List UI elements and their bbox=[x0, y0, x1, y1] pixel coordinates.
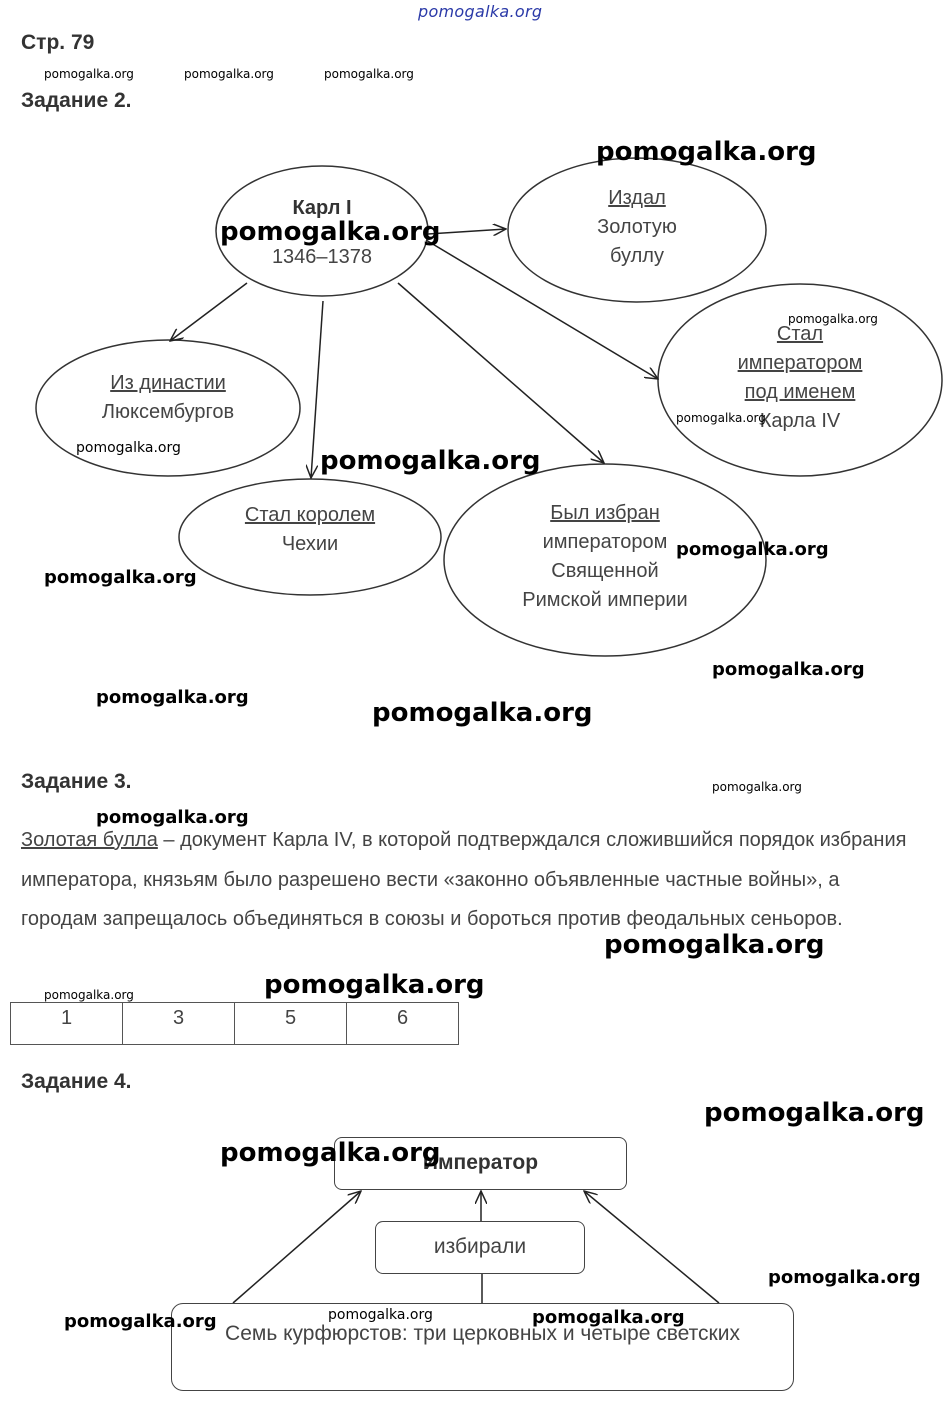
watermark: pomogalka.org bbox=[220, 1138, 441, 1168]
issued-line-2: буллу bbox=[610, 245, 664, 267]
arrow-right-to-emperor bbox=[584, 1191, 719, 1303]
answer-cell: 1 bbox=[11, 1003, 123, 1045]
answer-cell: 3 bbox=[123, 1003, 235, 1045]
watermark: pomogalka.org bbox=[64, 1311, 217, 1332]
center-title: Карл I bbox=[292, 197, 352, 219]
watermark: pomogalka.org bbox=[372, 698, 593, 728]
task3-paragraph bbox=[21, 821, 921, 940]
emperor-underlined-2: императором bbox=[737, 352, 863, 374]
emperor-line-1: Карла IV bbox=[759, 410, 841, 432]
golden-bull-term: Золотая булла bbox=[21, 829, 158, 851]
emperor-box: Император bbox=[334, 1137, 627, 1190]
watermark: pomogalka.org bbox=[596, 137, 817, 167]
watermark: pomogalka.org bbox=[264, 970, 485, 1000]
watermark: pomogalka.org bbox=[96, 807, 249, 828]
watermark: pomogalka.org bbox=[324, 67, 414, 81]
watermark: pomogalka.org bbox=[44, 567, 197, 588]
emperor-underlined-3: под именем bbox=[744, 381, 856, 403]
watermark: pomogalka.org bbox=[328, 1307, 433, 1323]
electors-box: Семь курфюрстов: три церковных и четыре светских bbox=[171, 1303, 794, 1391]
arrow-left-to-emperor bbox=[233, 1191, 361, 1303]
arrow-to-dynasty bbox=[170, 283, 247, 341]
watermark: pomogalka.org bbox=[76, 440, 181, 456]
watermark: pomogalka.org bbox=[676, 411, 766, 425]
watermark: pomogalka.org bbox=[418, 2, 543, 21]
watermark: pomogalka.org bbox=[712, 659, 865, 680]
answer-cell: 5 bbox=[235, 1003, 347, 1045]
arrow-to-elected bbox=[398, 283, 604, 463]
electors-verb-box: избирали bbox=[375, 1221, 585, 1274]
answer-cell: 6 bbox=[347, 1003, 459, 1045]
watermark: pomogalka.org bbox=[768, 1267, 921, 1288]
answer-table bbox=[10, 1002, 459, 1045]
issued-underlined: Издал bbox=[608, 187, 666, 209]
watermark: pomogalka.org bbox=[96, 687, 249, 708]
watermark: pomogalka.org bbox=[604, 930, 825, 960]
dynasty-line-1: Люксембургов bbox=[101, 401, 235, 423]
dynasty-node bbox=[58, 369, 278, 427]
task3-heading: Задание 3. bbox=[21, 770, 132, 793]
watermark: pomogalka.org bbox=[44, 988, 134, 1002]
king-underlined: Стал королем bbox=[244, 504, 376, 526]
issued-node bbox=[537, 184, 737, 271]
task4-heading: Задание 4. bbox=[21, 1070, 132, 1093]
king-line-1: Чехии bbox=[281, 533, 339, 555]
task3-text: – документ Карла IV, в которой подтверждался сложившийся порядок избрания императора, князьям было разрешено вести «законно объявленные частные войны», а городам запрещалось объединяться в союзы и бороться против феодальных сеньоров. bbox=[21, 829, 907, 930]
watermark: pomogalka.org bbox=[220, 217, 441, 247]
task2-heading: Задание 2. bbox=[21, 89, 132, 112]
center-years: 1346–1378 bbox=[271, 246, 373, 268]
dynasty-underlined: Из династии bbox=[110, 372, 226, 394]
page-label: Стр. 79 bbox=[21, 31, 95, 54]
watermark: pomogalka.org bbox=[44, 67, 134, 81]
emperor-underlined-1: Стал bbox=[776, 323, 824, 345]
issued-line-1: Золотую bbox=[597, 216, 677, 238]
king-node bbox=[190, 501, 430, 559]
watermark: pomogalka.org bbox=[676, 539, 829, 560]
elected-underlined: Был избран bbox=[550, 502, 660, 524]
watermark: pomogalka.org bbox=[704, 1098, 925, 1128]
watermark: pomogalka.org bbox=[532, 1307, 685, 1328]
elected-line-1: императором bbox=[542, 531, 668, 553]
elected-line-2: Священной bbox=[551, 560, 659, 582]
watermark: pomogalka.org bbox=[712, 780, 802, 794]
watermark: pomogalka.org bbox=[788, 312, 878, 326]
elected-line-3: Римской империи bbox=[522, 589, 688, 611]
watermark: pomogalka.org bbox=[320, 446, 541, 476]
watermark: pomogalka.org bbox=[184, 67, 274, 81]
